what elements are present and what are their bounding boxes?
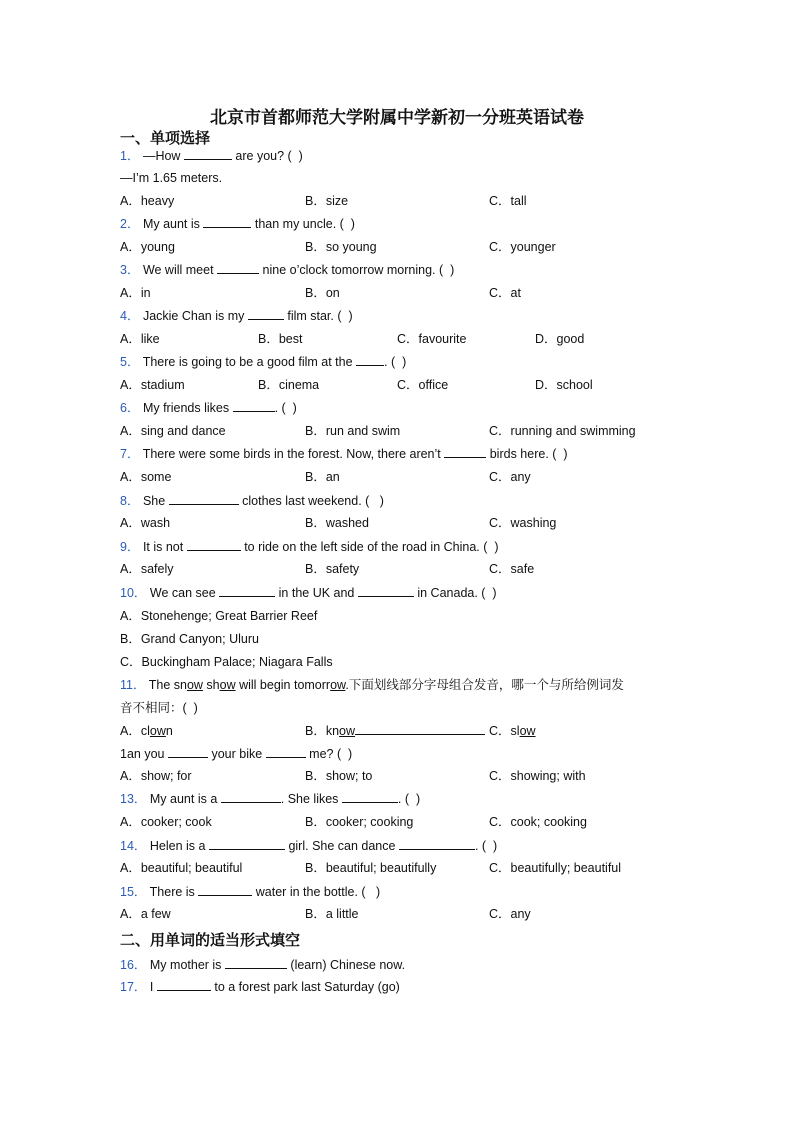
option-d: D．school: [535, 378, 593, 392]
question-9: 9． It is not to ride on the left side of the road in China. ( ): [120, 540, 499, 554]
answer-blank: [198, 884, 252, 896]
question-11: 11． The snow show will begin tomorrow.下面划线部分字母组合发音，哪一个与所给例词发: [120, 678, 624, 692]
option-a: A．cooker; cook: [120, 815, 212, 829]
question-3: 3． We will meet nine o’clock tomorrow morning. ( ): [120, 263, 455, 277]
question-2: 2． My aunt is than my uncle. ( ): [120, 217, 355, 231]
question-number: 1．: [120, 149, 140, 163]
answer-blank: [184, 148, 232, 160]
option-b: B．safety: [305, 562, 360, 576]
question-1: 1． —How are you? ( ): [120, 149, 303, 163]
answer-blank: [168, 746, 208, 758]
answer-blank: [342, 791, 398, 803]
option-a: A．safely: [120, 562, 174, 576]
answer-blank: [221, 791, 281, 803]
answer-blank: [187, 539, 241, 551]
question-17: 17． I to a forest park last Saturday (go): [120, 980, 400, 994]
section-heading-1: 一、单项选择: [120, 129, 211, 147]
option-c: C．washing: [489, 516, 557, 530]
question-8: 8． She clothes last weekend. ( ): [120, 494, 384, 508]
question-10: 10． We can see in the UK and in Canada. ( ): [120, 586, 497, 600]
option-c: C．beautifully; beautiful: [489, 861, 622, 875]
answer-blank: [217, 262, 259, 274]
question-number: 7．: [120, 447, 140, 461]
option-d: D．good: [535, 332, 585, 346]
question-13: 13． My aunt is a . She likes . ( ): [120, 792, 421, 806]
question-12: 1an you your bike me? ( ): [120, 747, 353, 761]
answer-blank: [233, 400, 275, 412]
option-b: B．washed: [305, 516, 369, 530]
question-number: 5．: [120, 355, 140, 369]
option-b: B．best: [258, 332, 303, 346]
question-number: 2．: [120, 217, 140, 231]
option-a: A．young: [120, 240, 175, 254]
option-c: C．tall: [489, 194, 527, 208]
option-a: A．sing and dance: [120, 424, 226, 438]
page-title: 北京市首都师范大学附属中学新初一分班英语试卷: [210, 108, 584, 128]
option-c: C．slow: [489, 724, 536, 738]
option-b: B．an: [305, 470, 340, 484]
answer-blank: [358, 585, 414, 597]
answer-blank: [157, 979, 211, 991]
option-a: A．wash: [120, 516, 171, 530]
question-number: 3．: [120, 263, 140, 277]
question-number: 11．: [120, 678, 146, 692]
option-a: A．stadium: [120, 378, 185, 392]
answer-blank: [444, 446, 486, 458]
option-a: A．clown: [120, 724, 173, 738]
question-number: 17．: [120, 980, 147, 994]
option-c: C．any: [489, 470, 531, 484]
option-a: A．a few: [120, 907, 171, 921]
option-c: C．cook; cooking: [489, 815, 587, 829]
option-a: A．like: [120, 332, 160, 346]
option-a: A．heavy: [120, 194, 175, 208]
option-c: C．younger: [489, 240, 556, 254]
answer-blank: [219, 585, 275, 597]
question-number: 8．: [120, 494, 140, 508]
underline-fill: [355, 723, 485, 735]
option-b: B．cooker; cooking: [305, 815, 414, 829]
question-6: 6． My friends likes . ( ): [120, 401, 297, 415]
question-5: 5． There is going to be a good film at the . ( ): [120, 355, 407, 369]
option-b: B．cinema: [258, 378, 320, 392]
option-c: C．showing; with: [489, 769, 586, 783]
question-15: 15． There is water in the bottle. ( ): [120, 885, 381, 899]
option-a: A．some: [120, 470, 172, 484]
option-a: A．in: [120, 286, 151, 300]
option-b: B．size: [305, 194, 349, 208]
option-c: C．safe: [489, 562, 535, 576]
question-11-line-2: 音不相同：( ): [120, 701, 198, 715]
answer-blank: [248, 308, 284, 320]
option-b: B．so young: [305, 240, 377, 254]
option-c: C．any: [489, 907, 531, 921]
option-a: A．beautiful; beautiful: [120, 861, 243, 875]
question-number: 16．: [120, 958, 147, 972]
question-4: 4． Jackie Chan is my film star. ( ): [120, 309, 353, 323]
option-c: C．office: [397, 378, 449, 392]
option-b: B．run and swim: [305, 424, 401, 438]
option-b: B．show; to: [305, 769, 373, 783]
answer-blank: [203, 216, 251, 228]
answer-blank: [399, 838, 475, 850]
question-7: 7． There were some birds in the forest. Now, there aren’t birds here. ( ): [120, 447, 568, 461]
question-number: 14．: [120, 839, 147, 853]
question-number: 10．: [120, 586, 147, 600]
option-c: C．Buckingham Palace; Niagara Falls: [120, 655, 333, 669]
question-1-line-2: —I’m 1.65 meters.: [120, 171, 223, 185]
answer-blank: [209, 838, 285, 850]
option-a: A．Stonehenge; Great Barrier Reef: [120, 609, 318, 623]
question-number: 15．: [120, 885, 147, 899]
section-heading-2: 二、用单词的适当形式填空: [120, 931, 301, 949]
answer-blank: [225, 957, 287, 969]
option-b: B．beautiful; beautifully: [305, 861, 437, 875]
answer-blank: [169, 493, 239, 505]
option-c: C．running and swimming: [489, 424, 636, 438]
option-c: C．favourite: [397, 332, 467, 346]
question-16: 16． My mother is (learn) Chinese now.: [120, 958, 406, 972]
question-number: 6．: [120, 401, 140, 415]
answer-blank: [356, 354, 384, 366]
option-b: B．Grand Canyon; Uluru: [120, 632, 259, 646]
option-b: B．a little: [305, 907, 359, 921]
option-a: A．show; for: [120, 769, 192, 783]
question-14: 14． Helen is a girl. She can dance . ( ): [120, 839, 498, 853]
question-number: 9．: [120, 540, 140, 554]
option-b: B．on: [305, 286, 340, 300]
option-b: B．know: [305, 723, 485, 739]
question-number: 4．: [120, 309, 140, 323]
question-number: 13．: [120, 792, 147, 806]
answer-blank: [266, 746, 306, 758]
option-c: C．at: [489, 286, 521, 300]
